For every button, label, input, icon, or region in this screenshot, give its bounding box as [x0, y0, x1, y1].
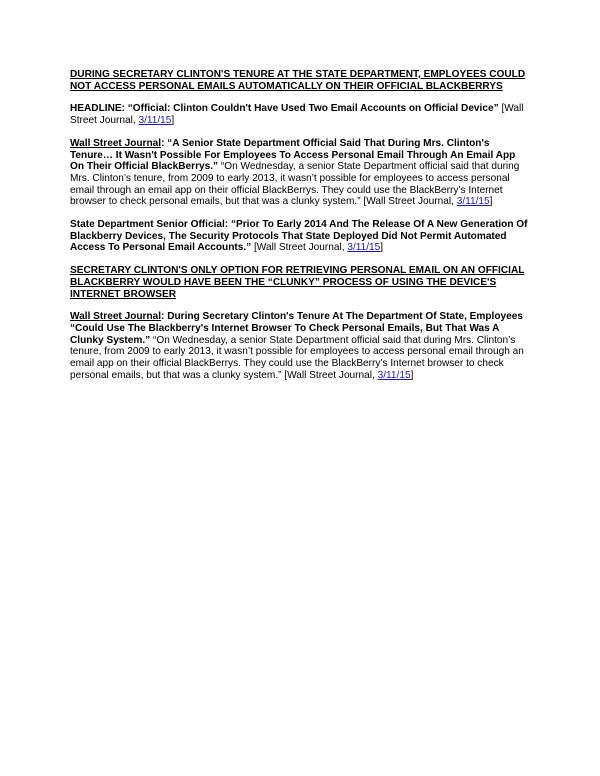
headline-item	[70, 103, 532, 126]
item-quote: “On Wednesday, a senior State Department official said that during Mrs. Clinton’s tenure, from 2009 to early 2013, it wasn’t possible for employees to access personal email through an email app on their official BlackBerrys. They could use the BlackBerry’s Internet browser to check personal emails, but that was a clunky system.”	[70, 161, 520, 208]
item-quote: “On Wednesday, a senior State Department official said that during Mrs. Clinton’s tenure, from 2009 to early 2013, it wasn’t possible for employees to access personal email through an email app on their official BlackBerrys. They could use the BlackBerry’s Internet browser to check personal emails, but that was a clunky system.”	[70, 334, 524, 381]
citation-suffix: ]	[380, 242, 384, 254]
section-heading-no-personal-email: DURING SECRETARY CLINTON'S TENURE AT THE STATE DEPARTMENT, EMPLOYEES COULD NOT ACCESS PERSONAL EMAILS AUTOMATICALLY ON THEIR OFFICIAL BLACKBERRYS	[70, 69, 526, 92]
section-heading-clunky-browser: SECRETARY CLINTON'S ONLY OPTION FOR RETRIEVING PERSONAL EMAIL ON AN OFFICIAL BLACKBERRY WOULD HAVE BEEN THE “CLUNKY” PROCESS OF USING THE DEVICE'S INTERNET BROWSER	[70, 265, 525, 300]
citation-date-link[interactable]: 3/11/15	[347, 242, 381, 254]
citation-date-link[interactable]: 3/11/15	[377, 369, 411, 381]
citation-suffix: ]	[410, 369, 414, 381]
citation-date-link[interactable]: 3/11/15	[138, 115, 172, 127]
citation-prefix: [Wall Street Journal,	[70, 103, 524, 127]
citation-suffix: ]	[171, 115, 175, 127]
wsj-clunky-system-item	[70, 311, 532, 381]
item-lead: : “A Senior State Department Official Said That During Mrs. Clinton's Tenure… It Wasn't Possible For Employees To Access Personal Email Through An Email App On Their Official BlackBerrys.”	[70, 137, 516, 173]
document-page	[70, 69, 532, 392]
citation-suffix: ]	[489, 196, 493, 208]
source-name: Wall Street Journal	[70, 311, 162, 323]
headline-lead: HEADLINE: “Official: Clinton Couldn't Have Used Two Email Accounts on Official Device”	[70, 103, 499, 115]
citation-date-link[interactable]: 3/11/15	[456, 196, 490, 208]
citation-prefix: [Wall Street Journal,	[360, 196, 457, 208]
item-lead: State Department Senior Official: “Prior To Early 2014 And The Release Of A New Generation Of Blackberry Devices, The Security Protocols That State Deployed Did Not Permit Automated Access To Personal Email Accounts.”	[70, 219, 528, 254]
citation-prefix: [Wall Street Journal,	[281, 369, 378, 381]
wsj-senior-official-item	[70, 138, 532, 208]
item-lead: : During Secretary Clinton's Tenure At The Department Of State, Employees “Could Use The Blackberry's Internet Browser To Check Personal Emails, But That Was A Clunky System.”	[70, 311, 523, 346]
state-dept-official-item	[70, 219, 532, 254]
source-name: Wall Street Journal	[70, 137, 162, 149]
citation-prefix: [Wall Street Journal,	[251, 242, 348, 254]
